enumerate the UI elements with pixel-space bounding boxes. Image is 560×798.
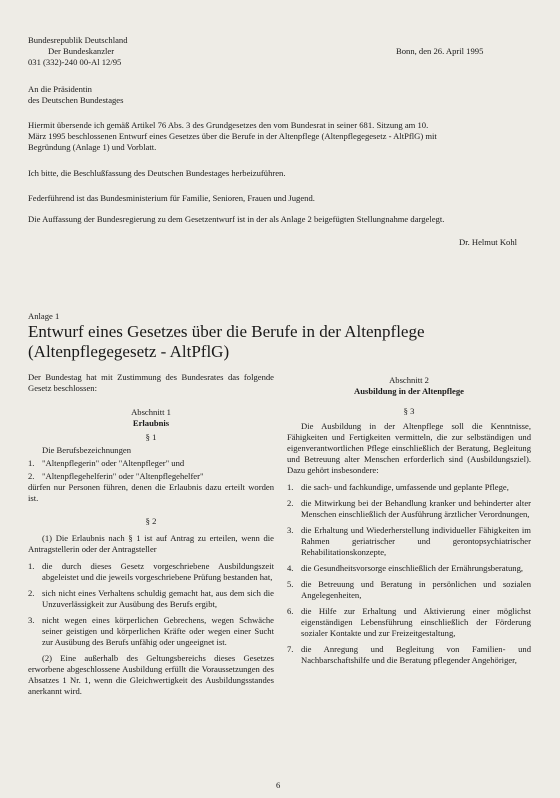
list-item — [28, 471, 274, 482]
list-item-number: 5. — [287, 579, 294, 589]
list-item — [28, 561, 274, 583]
list-item-number: 3. — [287, 525, 294, 535]
list-item — [28, 458, 274, 469]
list-item-text: die Erhaltung und Wiederherstellung individueller Fähigkeiten im Rahmen geriatrischer und gerontopsychiatrischer Rehabilitationskonzepte, — [301, 525, 531, 557]
list-item-text: "Altenpflegehelferin" oder "Altenpflegehelfer" — [42, 471, 204, 481]
paragraph-3-intro: Die Ausbildung in der Altenpflege soll die Kenntnisse, Fähigkeiten und Fertigkeiten vermitteln, die zur selbständigen und eigenverantwortlichen Pflege einschließlich der Beratung, Begleitung und Betreuung alter Menschen erforderlich sind (Ausbildungsziel). Dazu gehört insbesondere: — [287, 421, 531, 475]
list-item-number: 2. — [28, 471, 35, 481]
list-item — [287, 644, 531, 666]
letter-paragraph-1-line-3: Begründung (Anlage 1) und Vorblatt. — [28, 142, 157, 152]
list-item-text: die Hilfe zur Erhaltung und Aktivierung einer möglichst eigenständigen Lebensführung einschließlich der Förderung sozialer Kontakte und zur Freizeitgestaltung, — [301, 606, 531, 638]
list-item — [287, 563, 531, 574]
place-date: Bonn, den 26. April 1995 — [396, 46, 484, 56]
list-item-text: die sach- und fachkundige, umfassende und geplante Pflege, — [301, 482, 509, 492]
letter-paragraph-1-line-2: März 1995 beschlossenen Entwurf eines Gesetzes über die Berufe in der Altenpflege (Altenpflegegesetz - AltPflG) mit — [28, 131, 437, 141]
list-item-text: die Gesundheitsvorsorge einschließlich der Ernährungsberatung, — [301, 563, 524, 573]
paragraph-2-subsection-2: (2) Eine außerhalb des Geltungsbereichs dieses Gesetzes erworbene abgeschlossene Ausbildung erfüllt die Voraussetzungen des Absatzes 1 Nr. 1, wenn die Gleichwertigkeit des Ausbildungsstandes anerkannt wird. — [28, 653, 274, 696]
list-item-text: die Mitwirkung bei der Behandlung kranker und behinderter alter Menschen einschließlich der Ausführung ärztlicher Verordnungen, — [301, 498, 531, 519]
sender-line-2: Der Bundeskanzler — [48, 46, 115, 56]
list-item — [287, 498, 531, 520]
list-item-number: 1. — [28, 458, 35, 468]
paragraph-1-label: § 1 — [145, 432, 157, 442]
paragraph-2-list — [28, 561, 274, 648]
list-item — [28, 588, 274, 610]
list-item-number: 1. — [287, 482, 294, 492]
paragraph-2-intro: (1) Die Erlaubnis nach § 1 ist auf Antrag zu erteilen, wenn die Antragstellerin oder der Antragsteller — [28, 533, 274, 554]
list-item-number: 6. — [287, 606, 294, 616]
paragraph-1-list — [28, 458, 274, 482]
list-item-text: sich nicht eines Verhaltens schuldig gemacht hat, aus dem sich die Unzuverlässigkeit zur Ausübung des Berufs ergibt, — [42, 588, 274, 609]
list-item — [287, 525, 531, 558]
list-item — [287, 606, 531, 639]
letter-paragraph-1-line-1: Hiermit übersende ich gemäß Artikel 76 Abs. 3 des Grundgesetzes den vom Bundesrat in seiner 681. Sitzung am 10. — [28, 120, 429, 130]
list-item — [28, 615, 274, 648]
signature: Dr. Helmut Kohl — [459, 237, 518, 247]
document-title-line-1: Entwurf eines Gesetzes über die Berufe in der Altenpflege — [28, 322, 425, 341]
paragraph-1-lead: Die Berufsbezeichnungen — [42, 445, 132, 455]
section-2-subtitle: Ausbildung in der Altenpflege — [354, 386, 464, 396]
list-item — [287, 579, 531, 601]
list-item-text: nicht wegen eines körperlichen Gebrechens, wegen Schwäche seiner geistigen und körperlichen Kräfte oder wegen einer Sucht zur Ausübung des Berufs unfähig oder ungeeignet ist. — [42, 615, 274, 647]
document-title-line-2: (Altenpflegegesetz - AltPflG) — [28, 342, 230, 361]
sender-line-1: Bundesrepublik Deutschland — [28, 35, 128, 45]
list-item-text: die Anregung und Begleitung von Familien- und Nachbarschaftshilfe und die Beratung pflegender Angehöriger, — [301, 644, 531, 665]
letter-paragraph-2: Ich bitte, die Beschlußfassung des Deutschen Bundestages herbeizuführen. — [28, 168, 286, 178]
page-number: 6 — [276, 780, 281, 790]
list-item-number: 2. — [28, 588, 35, 598]
section-2-title: Abschnitt 2 — [389, 375, 429, 385]
section-1-subtitle: Erlaubnis — [132, 418, 170, 428]
list-item-text: die Betreuung und Beratung in persönlichen und sozialen Angelegenheiten, — [301, 579, 531, 600]
reference-number: 031 (332)-240 00-Al 12/95 — [28, 57, 122, 67]
paragraph-1-tail: dürfen nur Personen führen, denen die Erlaubnis dazu erteilt worden ist. — [28, 482, 274, 503]
list-item-number: 7. — [287, 644, 294, 654]
letter-paragraph-4: Die Auffassung der Bundesregierung zu dem Gesetzentwurf ist in der als Anlage 2 beigefügten Stellungnahme dargelegt. — [28, 214, 445, 224]
annex-label: Anlage 1 — [28, 311, 60, 321]
recipient-line-1: An die Präsidentin — [28, 84, 92, 94]
enacting-clause: Der Bundestag hat mit Zustimmung des Bundesrates das folgende Gesetz beschlossen: — [28, 372, 274, 393]
list-item-text: "Altenpflegerin" oder "Altenpfleger" und — [42, 458, 185, 468]
letter-paragraph-3: Federführend ist das Bundesministerium für Familie, Senioren, Frauen und Jugend. — [28, 193, 315, 203]
paragraph-3-label: § 3 — [403, 406, 415, 416]
list-item — [287, 482, 531, 493]
list-item-number: 4. — [287, 563, 294, 573]
left-column — [28, 372, 274, 697]
list-item-number: 1. — [28, 561, 35, 571]
list-item-number: 2. — [287, 498, 294, 508]
right-column — [287, 375, 531, 671]
recipient-line-2: des Deutschen Bundestages — [28, 95, 124, 105]
section-1-title: Abschnitt 1 — [131, 407, 171, 417]
list-item-text: die durch dieses Gesetz vorgeschriebene Ausbildungszeit abgeleistet und die jeweils vorgeschriebene Prüfung bestanden hat, — [42, 561, 274, 582]
paragraph-2-label: § 2 — [145, 516, 157, 526]
paragraph-3-list — [287, 482, 531, 666]
list-item-number: 3. — [28, 615, 35, 625]
